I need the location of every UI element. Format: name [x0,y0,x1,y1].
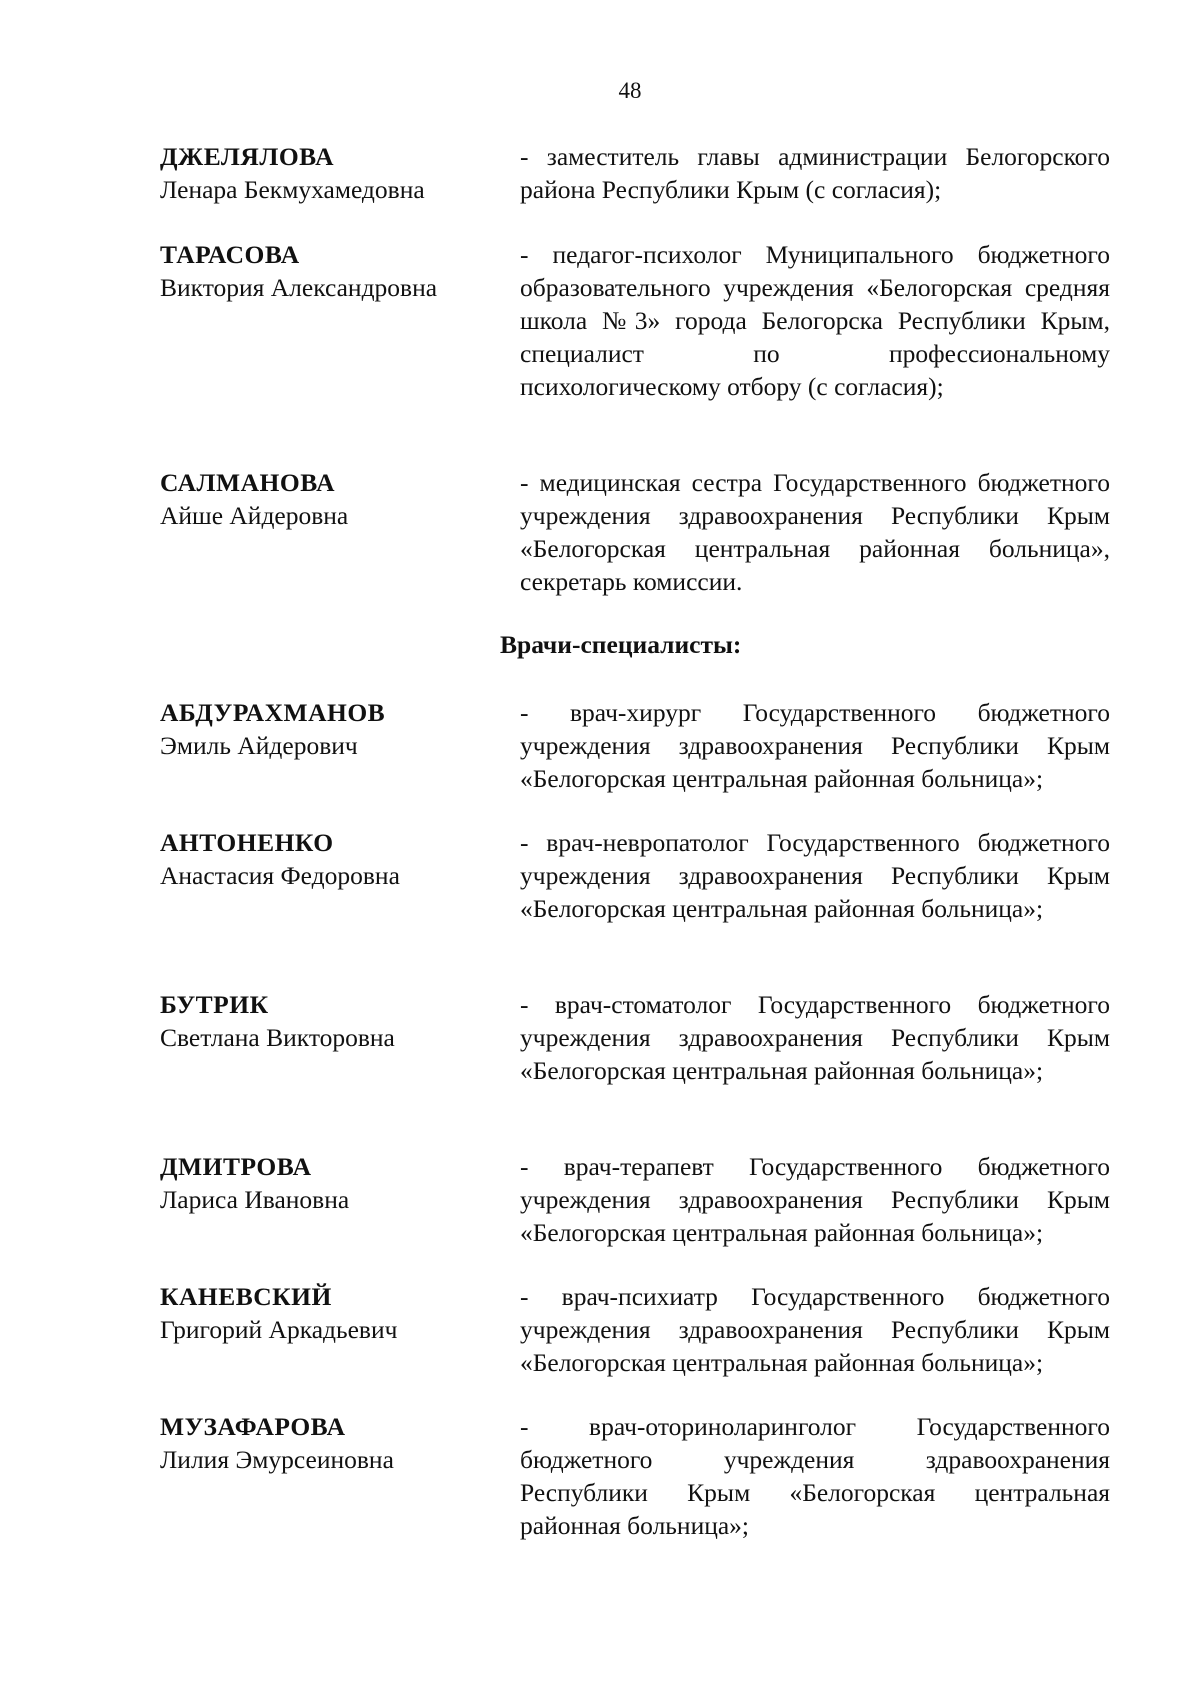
member-surname: ТАРАСОВА [160,240,300,269]
specialist-name [160,1280,500,1346]
specialist-entry [160,1150,1110,1249]
specialist-description: - врач-стоматолог Государственного бюджетного учреждения здравоохранения Республики Крым «Белогорская центральная районная больница»; [520,990,1110,1085]
specialist-name [160,1410,500,1476]
section-heading: Врачи-специалисты: [500,630,742,659]
member-entry [160,466,1110,598]
member-entry [160,140,1110,206]
member-name [160,140,500,206]
member-description: - педагог-психолог Муниципального бюджетного образовательного учреждения «Белогорская средняя школа №3» города Белогорска Республики Крым, специалист по профессиональному психологическому отбору (с согласия); [520,240,1110,401]
specialist-surname: БУТРИК [160,990,269,1019]
specialist-entry [160,1280,1110,1379]
specialist-description: - врач-невропатолог Государственного бюджетного учреждения здравоохранения Республики Крым «Белогорская центральная районная больница»; [520,828,1110,923]
specialist-entry [160,1410,1110,1542]
specialist-name [160,826,500,892]
specialist-given-names: Лариса Ивановна [160,1185,350,1214]
member-given-names: Айше Айдеровна [160,501,349,530]
specialist-description: - врач-хирург Государственного бюджетного учреждения здравоохранения Республики Крым «Белогорская центральная районная больница»; [520,698,1110,793]
specialist-entry [160,988,1110,1087]
specialist-name [160,696,500,762]
member-given-names: Виктория Александровна [160,273,438,302]
member-surname: САЛМАНОВА [160,468,336,497]
specialist-given-names: Светлана Викторовна [160,1023,395,1052]
specialist-surname: АНТОНЕНКО [160,828,334,857]
specialist-given-names: Григорий Аркадьевич [160,1315,398,1344]
specialist-surname: ДМИТРОВА [160,1152,312,1181]
member-entry [160,238,1110,403]
specialist-description: - врач-терапевт Государственного бюджетного учреждения здравоохранения Республики Крым «Белогорская центральная районная больница»; [520,1152,1110,1247]
specialist-given-names: Анастасия Федоровна [160,861,400,890]
specialist-description: - врач-психиатр Государственного бюджетного учреждения здравоохранения Республики Крым «Белогорская центральная районная больница»; [520,1282,1110,1377]
specialist-name [160,1150,500,1216]
specialist-surname: АБДУРАХМАНОВ [160,698,386,727]
member-surname: ДЖЕЛЯЛОВА [160,142,334,171]
specialist-entry [160,696,1110,795]
member-description: - медицинская сестра Государственного бюджетного учреждения здравоохранения Республики Крым «Белогорская центральная районная больница», секретарь комиссии. [520,468,1110,596]
specialist-given-names: Эмиль Айдерович [160,731,358,760]
specialist-description: - врач-оториноларинголог Государственного бюджетного учреждения здравоохранения Республики Крым «Белогорская центральная районная больница»; [520,1412,1110,1540]
specialist-name [160,988,500,1054]
specialist-entry [160,826,1110,925]
specialist-given-names: Лилия Эмурсеиновна [160,1445,394,1474]
member-name [160,238,500,304]
page-number: 48 [618,78,642,103]
member-description: - заместитель главы администрации Белогорского района Республики Крым (с согласия); [520,142,1110,204]
member-given-names: Ленара Бекмухамедовна [160,175,425,204]
specialist-surname: МУЗАФАРОВА [160,1412,346,1441]
specialist-surname: КАНЕВСКИЙ [160,1282,332,1311]
member-name [160,466,500,532]
